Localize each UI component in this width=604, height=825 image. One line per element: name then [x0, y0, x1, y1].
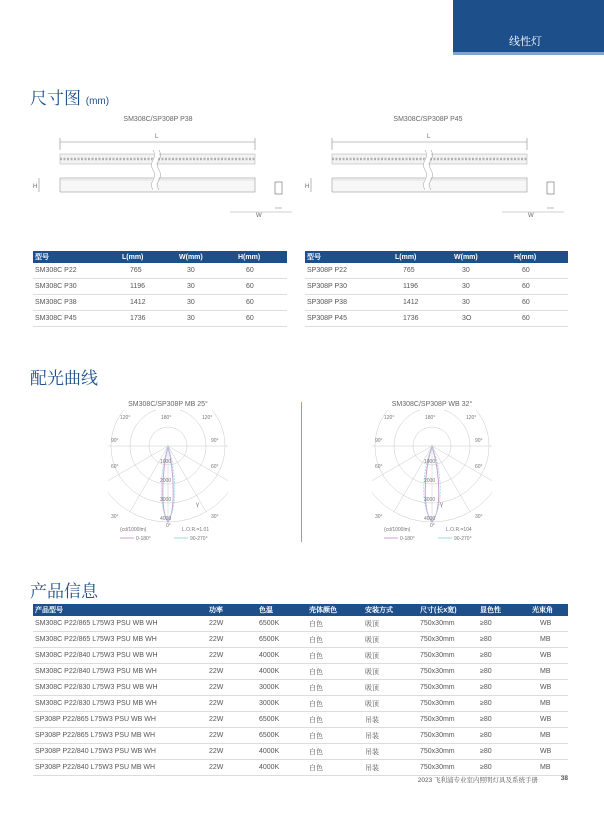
cell: 1736: [120, 311, 177, 327]
cell: 22W: [207, 712, 257, 728]
cell: 3000K: [257, 696, 307, 712]
cell: 3000K: [257, 680, 307, 696]
product-table: [33, 604, 568, 776]
angle-label: 120°: [120, 415, 131, 421]
cell: 750x30mm: [418, 760, 478, 776]
cell: SM308C P22: [33, 263, 120, 279]
radial-label: 4000: [160, 516, 172, 522]
cell: SM308C P22/865 L75W3 PSU MB WH: [33, 632, 207, 648]
w-label-1: W: [256, 213, 262, 219]
cell: MB: [530, 632, 568, 648]
cell: 750x30mm: [418, 712, 478, 728]
table-header-row: [33, 251, 287, 263]
dimensions-section-title: [30, 84, 109, 109]
h-label-2: H: [305, 184, 310, 190]
cell: WB: [530, 744, 568, 760]
category-label: 线性灯: [509, 36, 542, 48]
col-header: 壳体颜色: [307, 604, 363, 616]
cell: 22W: [207, 616, 257, 632]
cell: 4000K: [257, 664, 307, 680]
angle-label: 60°: [211, 464, 219, 470]
lor-label: L.O.R.=104: [446, 527, 472, 533]
table-row: [33, 279, 287, 295]
col-header: W(mm): [452, 251, 512, 263]
polar-grid-spoke: [168, 446, 206, 512]
page-number: 38: [560, 775, 568, 782]
category-banner-accent: [453, 52, 604, 55]
cell: 白色: [307, 712, 363, 728]
angle-label: 30°: [375, 514, 383, 520]
table-header-row: [305, 251, 568, 263]
cell: 60: [512, 263, 568, 279]
table-row: [33, 712, 568, 728]
cell: SM308C P22/840 L75W3 PSU MB WH: [33, 664, 207, 680]
cell: SP308P P22/840 L75W3 PSU MB WH: [33, 760, 207, 776]
cell: SP308P P22: [305, 263, 393, 279]
cell: 22W: [207, 728, 257, 744]
cell: SP308P P30: [305, 279, 393, 295]
angle-label: 30°: [475, 514, 483, 520]
dimension-drawing-1: [30, 130, 300, 220]
cell: 吊装: [363, 712, 418, 728]
cell: SM308C P30: [33, 279, 120, 295]
col-header: 显色性: [478, 604, 530, 616]
cell: 750x30mm: [418, 616, 478, 632]
angle-label: 30°: [211, 514, 219, 520]
table-row: [33, 664, 568, 680]
cell: 22W: [207, 632, 257, 648]
cell: WB: [530, 616, 568, 632]
angle-label: 60°: [475, 464, 483, 470]
table-row: [33, 744, 568, 760]
cell: WB: [530, 648, 568, 664]
cell: SP308P P22/865 L75W3 PSU WB WH: [33, 712, 207, 728]
cell: 30: [177, 279, 236, 295]
lor-label: L.O.R.=1.01: [182, 527, 210, 533]
cell: 吸顶: [363, 664, 418, 680]
col-header: 色温: [257, 604, 307, 616]
col-header: 安装方式: [363, 604, 418, 616]
angle-label: 120°: [384, 415, 395, 421]
cell: 1196: [393, 279, 452, 295]
cell: 1412: [120, 295, 177, 311]
cell: 1196: [120, 279, 177, 295]
cell: 白色: [307, 696, 363, 712]
cell: ≥80: [478, 712, 530, 728]
dimension-table-sm: [33, 251, 287, 327]
cell: 60: [512, 311, 568, 327]
angle-label: 0°: [430, 523, 435, 529]
h-label-1: H: [33, 184, 38, 190]
cell: 3O: [452, 311, 512, 327]
cell: 白色: [307, 632, 363, 648]
radial-label: 1000: [424, 459, 436, 465]
dimensions-unit: (mm): [85, 96, 110, 107]
legend-label-90-270: 90-270°: [190, 536, 208, 542]
table-header-row: [33, 604, 568, 616]
table-row: [305, 311, 568, 327]
legend-label-0-180: 0-180°: [400, 536, 415, 542]
cell: 22W: [207, 744, 257, 760]
cell: 6500K: [257, 728, 307, 744]
cell: MB: [530, 760, 568, 776]
cell: WB: [530, 680, 568, 696]
section-divider: [301, 402, 302, 542]
radial-label: 3000: [160, 497, 172, 503]
cell: SM308C P22/830 L75W3 PSU MB WH: [33, 696, 207, 712]
radial-label: 2000: [160, 478, 172, 484]
drawing-caption-2: SM308C/SP308P P45: [393, 116, 463, 123]
col-header: W(mm): [177, 251, 236, 263]
cell: 60: [512, 279, 568, 295]
cell: 1736: [393, 311, 452, 327]
table-row: [305, 279, 568, 295]
table-row: [33, 680, 568, 696]
cell: 60: [236, 279, 287, 295]
cell: 765: [120, 263, 177, 279]
cell: ≥80: [478, 632, 530, 648]
cell: 60: [512, 295, 568, 311]
cell: 30: [452, 295, 512, 311]
cell: SM308C P45: [33, 311, 120, 327]
cell: 白色: [307, 680, 363, 696]
table-row: [33, 263, 287, 279]
cell: 吸顶: [363, 632, 418, 648]
polar-grid-2: [372, 410, 492, 526]
cell: SM308C P22/865 L75W3 PSU WB WH: [33, 616, 207, 632]
dimensions-title: 尺寸图: [30, 89, 81, 108]
cell: MB: [530, 664, 568, 680]
col-header: 功率: [207, 604, 257, 616]
cell: ≥80: [478, 728, 530, 744]
col-header: 尺寸(长x宽): [418, 604, 478, 616]
polar-chart-2: [372, 410, 492, 542]
cell: 6500K: [257, 712, 307, 728]
gamma-label: γ: [196, 502, 199, 508]
angle-label: 180°: [161, 415, 172, 421]
cell: 750x30mm: [418, 728, 478, 744]
cell: 吸顶: [363, 680, 418, 696]
w-label-2: W: [528, 213, 534, 219]
table-row: [33, 616, 568, 632]
light-curve-section-title: 配光曲线: [30, 369, 98, 388]
cell: 22W: [207, 696, 257, 712]
cell: 765: [393, 263, 452, 279]
cell: 白色: [307, 664, 363, 680]
angle-label: 0°: [166, 523, 171, 529]
polar-caption-1: SM308C/SP308P MB 25°: [128, 401, 208, 408]
cell: 30: [177, 311, 236, 327]
l-label-2: L: [427, 134, 431, 140]
cell: 750x30mm: [418, 648, 478, 664]
table-row: [33, 696, 568, 712]
cell: 750x30mm: [418, 744, 478, 760]
polar-grid-spoke: [432, 446, 492, 484]
col-header: 光束角: [530, 604, 568, 616]
cell: 22W: [207, 680, 257, 696]
angle-label: 120°: [466, 415, 477, 421]
footer-text: 2023 飞利浦专业室内照明灯具及系统手册: [417, 777, 538, 784]
polar-grid-1: [108, 410, 228, 526]
cell: 白色: [307, 744, 363, 760]
cell: 吸顶: [363, 696, 418, 712]
cell: ≥80: [478, 696, 530, 712]
cell: ≥80: [478, 616, 530, 632]
polar-caption-2: SM308C/SP308P WB 32°: [391, 401, 473, 408]
cell: 4000K: [257, 744, 307, 760]
cell: 吊装: [363, 744, 418, 760]
cell: 60: [236, 263, 287, 279]
cell: 750x30mm: [418, 664, 478, 680]
cell: 22W: [207, 760, 257, 776]
cell: ≥80: [478, 664, 530, 680]
table-row: [305, 263, 568, 279]
table-row: [305, 295, 568, 311]
product-section-title: 产品信息: [30, 582, 98, 601]
table-row: [33, 295, 287, 311]
cell: SM308C P38: [33, 295, 120, 311]
cell: MB: [530, 696, 568, 712]
cell: 白色: [307, 728, 363, 744]
cell: MB: [530, 728, 568, 744]
col-header: L(mm): [393, 251, 452, 263]
cell: 60: [236, 311, 287, 327]
cell: 4000K: [257, 648, 307, 664]
cell: SP308P P22/840 L75W3 PSU WB WH: [33, 744, 207, 760]
cell: 22W: [207, 664, 257, 680]
cell: 6500K: [257, 632, 307, 648]
angle-label: 90°: [211, 438, 219, 444]
table-row: [33, 760, 568, 776]
dimension-table-sp: [305, 251, 568, 327]
cell: WB: [530, 712, 568, 728]
cell: SP308P P22/865 L75W3 PSU MB WH: [33, 728, 207, 744]
cell: 1412: [393, 295, 452, 311]
table-row: [33, 311, 287, 327]
l-label-1: L: [155, 134, 159, 140]
cell: 吊装: [363, 728, 418, 744]
drawing-caption-1: SM308C/SP308P P38: [123, 116, 193, 123]
cell: 60: [236, 295, 287, 311]
gamma-label: γ: [440, 502, 443, 508]
cell: 30: [177, 263, 236, 279]
table-row: [33, 632, 568, 648]
angle-label: 90°: [475, 438, 483, 444]
col-header: 型号: [305, 251, 393, 263]
cell: SP308P P38: [305, 295, 393, 311]
unit-label: (cd/1000lm): [384, 527, 411, 533]
cell: 吊装: [363, 760, 418, 776]
cell: 6500K: [257, 616, 307, 632]
angle-label: 30°: [111, 514, 119, 520]
cell: 吸顶: [363, 648, 418, 664]
table-row: [33, 648, 568, 664]
cell: 750x30mm: [418, 632, 478, 648]
col-header: H(mm): [512, 251, 568, 263]
cell: 30: [177, 295, 236, 311]
cell: 30: [452, 263, 512, 279]
dimension-drawing-2: [302, 130, 572, 220]
cell: ≥80: [478, 744, 530, 760]
col-header: 型号: [33, 251, 120, 263]
angle-label: 120°: [202, 415, 213, 421]
polar-grid-spoke: [432, 446, 470, 512]
cell: 30: [452, 279, 512, 295]
cell: 750x30mm: [418, 680, 478, 696]
cell: ≥80: [478, 680, 530, 696]
cell: 750x30mm: [418, 696, 478, 712]
polar-grid-spoke: [168, 446, 228, 484]
cell: SM308C P22/840 L75W3 PSU WB WH: [33, 648, 207, 664]
angle-label: 90°: [375, 438, 383, 444]
cell: 白色: [307, 616, 363, 632]
legend-label-90-270: 90-270°: [454, 536, 472, 542]
cell: SM308C P22/830 L75W3 PSU WB WH: [33, 680, 207, 696]
col-header: L(mm): [120, 251, 177, 263]
cell: ≥80: [478, 760, 530, 776]
cell: 22W: [207, 648, 257, 664]
radial-label: 2000: [424, 478, 436, 484]
angle-label: 60°: [111, 464, 119, 470]
angle-label: 180°: [425, 415, 436, 421]
radial-label: 3000: [424, 497, 436, 503]
angle-label: 60°: [375, 464, 383, 470]
cell: ≥80: [478, 648, 530, 664]
cell: 吸顶: [363, 616, 418, 632]
col-header: 产品型号: [33, 604, 207, 616]
cell: 白色: [307, 760, 363, 776]
cell: 4000K: [257, 760, 307, 776]
table-row: [33, 728, 568, 744]
legend-label-0-180: 0-180°: [136, 536, 151, 542]
unit-label: (cd/1000lm): [120, 527, 147, 533]
col-header: H(mm): [236, 251, 287, 263]
radial-label: 4000: [424, 516, 436, 522]
angle-label: 90°: [111, 438, 119, 444]
polar-chart-1: [108, 410, 228, 542]
radial-label: 1000: [160, 459, 172, 465]
cell: SP308P P45: [305, 311, 393, 327]
cell: 白色: [307, 648, 363, 664]
